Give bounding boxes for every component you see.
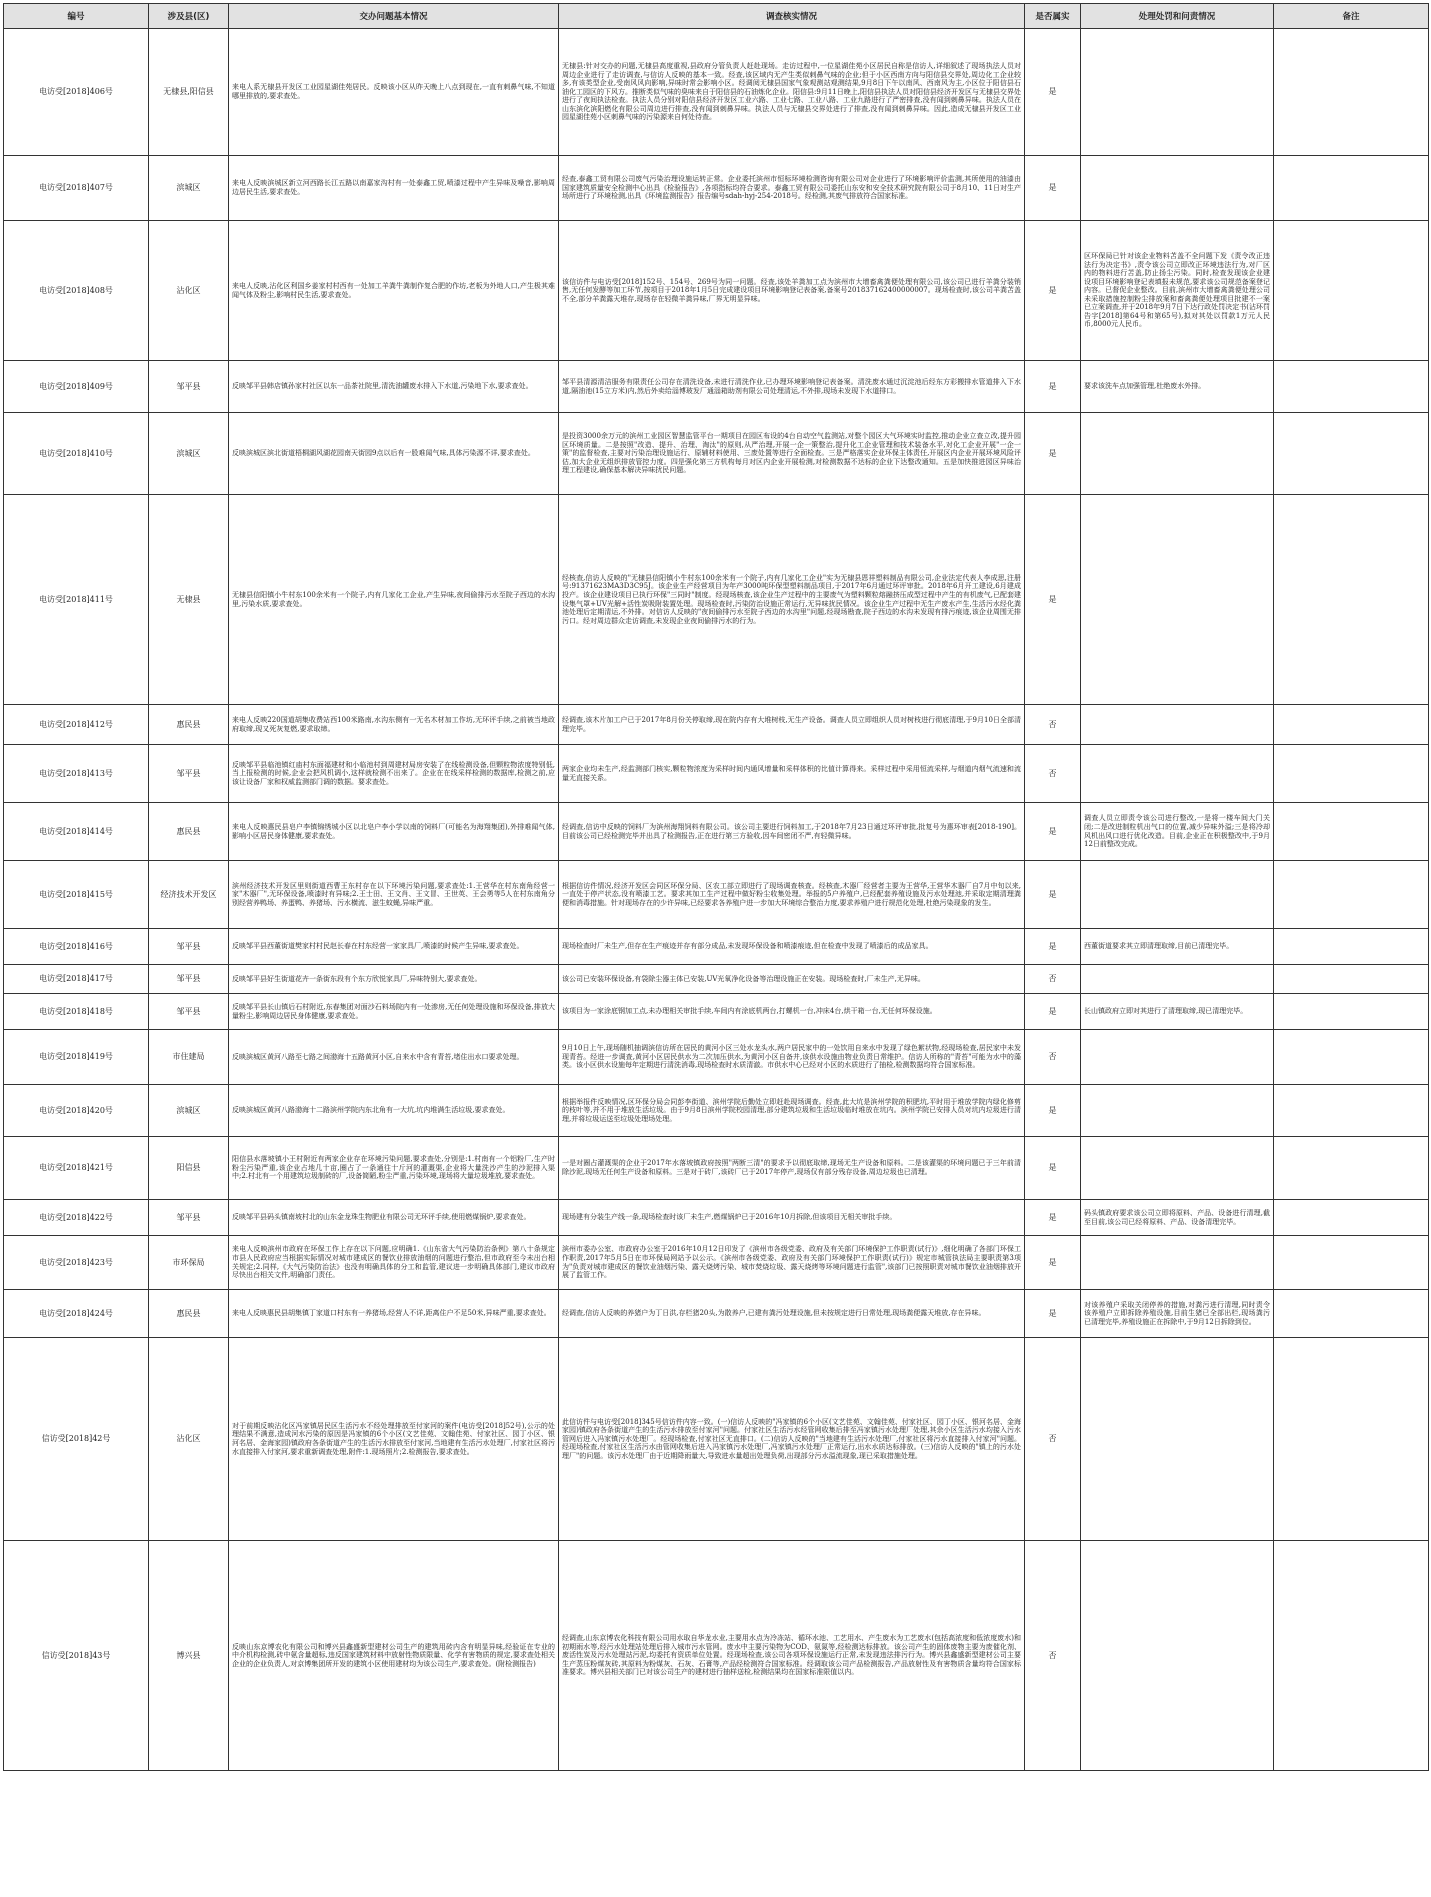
table-row bbox=[4, 495, 1429, 705]
row-investigation: 根据信访件情况,经济开发区会同区环保分局、区农工部立即进行了现场调查核查。经核查,木器厂经营者主要为王营华,王营华木器厂自7月中旬以来,一直处于停产状态,没有喷漆工艺。要求其加工生产过程中做好粉尘收集处理。举报的5户养殖户,已经配套养殖设施及污水处理池,并采取定期清理粪便和消毒措施。针对现场存在的少许异味,已经要求各养殖户进一步加大环境综合整治力度,要求养殖户进行规范化处理,杜绝污染现象的发生。 bbox=[559, 861, 1025, 929]
complaint-table bbox=[3, 3, 1429, 1771]
row-true-flag: 是 bbox=[1025, 1236, 1081, 1290]
row-problem: 反映邹平县西董街道樊家村村民赵长春在村东经营一家家具厂,喷漆的时候产生异味,要求查处。 bbox=[229, 929, 559, 965]
row-county: 滨城区 bbox=[149, 413, 229, 495]
row-problem: 来电人反映滨城区新立河西路长江五路以南嘉家沟村有一处泰鑫工贸,喷漆过程中产生异味及噪音,影响周边居民生活,要求查处。 bbox=[229, 156, 559, 221]
row-true-flag: 是 bbox=[1025, 29, 1081, 156]
row-investigation: 此信访件与电访受[2018]345号信访件内容一致。(一)信访人反映的"冯家镇的6个小区(文艺佳苑、文翰佳苑、付家社区、园丁小区、银河名居、金海家园)镇政府各条街道产生的生活污水排放至付家河"问题。付家社区生活污水经管网收集后排至冯家镇污水处理厂处理,其余小区生活污水均接入污水管网后进入冯家镇污水处理厂。经现场检查,付家社区无直排口。(二)信访人反映的"当地建有生活污水处理厂,付家社区将污水直接排入付家河"问题。经现场检查,付家社区生活污水由管网收集后进入冯家镇污水处理厂,冯家镇污水处理厂正常运行,出水水质达标排放。(三)信访人反映的"镇上的污水处理厂"的问题。该污水处理厂由于近期降雨量大,导致进水量超出处理负荷,出现部分污水溢流现象,现已采取措施处理。 bbox=[559, 1338, 1025, 1541]
header-true: 是否属实 bbox=[1025, 4, 1081, 29]
row-county: 市住建局 bbox=[149, 1030, 229, 1085]
row-id: 电访受[2018]418号 bbox=[4, 994, 149, 1030]
row-id: 电访受[2018]415号 bbox=[4, 861, 149, 929]
row-true-flag: 是 bbox=[1025, 803, 1081, 861]
row-investigation: 滨州市委办公室、市政府办公室于2016年10月12日印发了《滨州市各级党委、政府及有关部门环境保护工作职责(试行)》,细化明确了各部门环保工作职责,2017年5月5日在市环保局网站予以公示。《滨州市各级党委、政府及有关部门环境保护工作职责(试行)》规定市城管执法局主要职责第3项为"负责对城市建成区的餐饮业油烟污染、露天烧烤污染、城市焚烧垃圾、露天烧烤等环境问题进行监管",该部门已按照职责对城市餐饮业油烟排放开展了监管工作。 bbox=[559, 1236, 1025, 1290]
row-penalty bbox=[1081, 861, 1274, 929]
row-county: 惠民县 bbox=[149, 1290, 229, 1338]
table-row bbox=[4, 1137, 1429, 1200]
row-county: 邹平县 bbox=[149, 361, 229, 413]
row-id: 电访受[2018]417号 bbox=[4, 965, 149, 994]
row-remark bbox=[1274, 994, 1429, 1030]
row-county: 邹平县 bbox=[149, 1200, 229, 1236]
table-row bbox=[4, 994, 1429, 1030]
row-remark bbox=[1274, 1338, 1429, 1541]
row-remark bbox=[1274, 861, 1429, 929]
row-remark bbox=[1274, 705, 1429, 745]
row-county: 阳信县 bbox=[149, 1137, 229, 1200]
row-id: 电访受[2018]413号 bbox=[4, 745, 149, 803]
row-id: 电访受[2018]409号 bbox=[4, 361, 149, 413]
row-true-flag: 是 bbox=[1025, 361, 1081, 413]
row-true-flag: 是 bbox=[1025, 1290, 1081, 1338]
row-problem: 滨州经济技术开发区里则街道西曹王东村存在以下环境污染问题,要求查处:1.王营华在村东南角经营一家"木器厂",无环保设备,喷漆时有异味;2.王士田、王文肖、王文冒、王世英、王会勇等5人在村东南角分别经营养鸭场、养蛋鸭、养猪场、污水横流、滋生蚊蝇,异味严重。 bbox=[229, 861, 559, 929]
row-county: 沾化区 bbox=[149, 221, 229, 361]
table-row bbox=[4, 1290, 1429, 1338]
row-problem: 无棣县信阳镇小牛村东100余米有一个院子,内有几家化工企业,产生异味,夜间偷排污水至院子西边的水沟里,污染水质,要求查处。 bbox=[229, 495, 559, 705]
row-penalty bbox=[1081, 745, 1274, 803]
row-problem: 来电人系无棣县开发区工业园星湖佳苑居民。反映该小区从昨天晚上八点到现在,一直有刺鼻气味,不知道哪里排放的,要求查处。 bbox=[229, 29, 559, 156]
row-county: 滨城区 bbox=[149, 1085, 229, 1137]
row-problem: 反映邹平县长山镇后石村附近,东春集团对面沙石料场院内有一处渗房,无任何处理设施和环保设备,排放大量粉尘,影响周边居民身体健康,要求查处。 bbox=[229, 994, 559, 1030]
row-county: 邹平县 bbox=[149, 745, 229, 803]
row-county: 滨城区 bbox=[149, 156, 229, 221]
table-row bbox=[4, 156, 1429, 221]
table-row bbox=[4, 361, 1429, 413]
row-problem: 反映邹平县临池镇红庙村东面福建材和小临池村到周建材局房安装了在线检测设备,但颗粒物浓度特别低,当上报检测的时候,企业会把风机调小,这样就检测不出来了。企业在在线采样检测的数据库,检测之前,应该让设备厂家和权威监测部门调的数据。要求查处。 bbox=[229, 745, 559, 803]
row-id: 信访受[2018]42号 bbox=[4, 1338, 149, 1541]
table-row bbox=[4, 705, 1429, 745]
header-penalty: 处理处罚和问责情况 bbox=[1081, 4, 1274, 29]
row-true-flag: 是 bbox=[1025, 1200, 1081, 1236]
row-problem: 反映滨城区黄河八路至七路之间渤海十五路黄河小区,自来水中含有青苔,堵住出水口要求处理。 bbox=[229, 1030, 559, 1085]
header-remark: 备注 bbox=[1274, 4, 1429, 29]
row-penalty: 区环保局已针对该企业物料苫盖不全问题下发《责令改正违法行为决定书》,责令该公司立即改正环境违法行为,对厂区内的物料进行苫盖,防止扬尘污染。同时,检查发现该企业建设项目环境影响登记表填报未规范,要求该公司规范备案登记内容。已督促企业整改。目前,滨州市大增畜禽粪便处理公司未采取措施控制粉尘排放案和畜禽粪便处理项目批建不一案已立案调查,并于2018年9月7日下达行政处罚决定书(沾环罚告字[2018]第64号和第65号),拟对其处以罚款1万元人民币,8000元人民币。 bbox=[1081, 221, 1274, 361]
row-problem: 反映邹平县韩店镇孙家村社区以东一品茶社院里,清洗油罐废水排入下水道,污染地下水,要求查处。 bbox=[229, 361, 559, 413]
table-row bbox=[4, 929, 1429, 965]
row-remark bbox=[1274, 413, 1429, 495]
row-penalty: 长山镇政府立即对其进行了清理取缔,现已清理完毕。 bbox=[1081, 994, 1274, 1030]
row-penalty: 调查人员立即责令该公司进行整改,一是将一楼车间大门关闭;二是改进制粒机出气口的位置,减少异味外溢;三是将冷却风机出风口进行优化改造。目前,企业正在积极整改中,于9月12日前整改完成。 bbox=[1081, 803, 1274, 861]
row-id: 电访受[2018]412号 bbox=[4, 705, 149, 745]
row-county: 邹平县 bbox=[149, 965, 229, 994]
row-remark bbox=[1274, 1030, 1429, 1085]
row-penalty: 西董街道要求其立即清理取缔,目前已清理完毕。 bbox=[1081, 929, 1274, 965]
row-id: 电访受[2018]421号 bbox=[4, 1137, 149, 1200]
row-id: 电访受[2018]423号 bbox=[4, 1236, 149, 1290]
row-problem: 来电人反映惠民县皂户李镇锦绣城小区以北皂户李小学以南的饲料厂(可能名为海翔集团),外排难闻气体,影响小区居民身体健康,要求查处。 bbox=[229, 803, 559, 861]
row-problem: 反映邹平县码头镇南坡村北的山东金龙珠生物肥业有限公司无环评手续,使用燃煤锅炉,要求查处。 bbox=[229, 1200, 559, 1236]
row-remark bbox=[1274, 1085, 1429, 1137]
table-header-row bbox=[4, 4, 1429, 29]
row-investigation: 一是对圈占灌溉渠的企业于2017年水落坡镇政府按照"两断三清"的要求予以彻底取缔,现场无生产设备和原料。二是该灌渠的环境问题已于三年前清除沙泥,现场无任何生产设备和原料。三是对于砖厂,该砖厂已于2017年停产,现场仅有部分残存设备,周边垃圾也已清理。 bbox=[559, 1137, 1025, 1200]
row-remark bbox=[1274, 156, 1429, 221]
table-row bbox=[4, 1338, 1429, 1541]
row-true-flag: 否 bbox=[1025, 745, 1081, 803]
row-id: 电访受[2018]416号 bbox=[4, 929, 149, 965]
table-row bbox=[4, 413, 1429, 495]
row-investigation: 该公司已安装环保设备,有袋除尘器主体已安装,UV光氧净化设备等治理设施正在安装。现场检查时,厂未生产,无异味。 bbox=[559, 965, 1025, 994]
row-investigation: 现场检查时厂未生产,但存在生产痕迹并存有部分成品,未发现环保设备和喷漆痕迹,但在检查中发现了喷漆后的成品家具。 bbox=[559, 929, 1025, 965]
row-problem: 来电人反映,沾化区利国乡姜家村村西有一处加工羊粪牛粪制作复合肥的作坊,老板为外地人口,产生极其难闻气体及粉尘,影响村民生活,要求查处。 bbox=[229, 221, 559, 361]
row-remark bbox=[1274, 1200, 1429, 1236]
row-true-flag: 是 bbox=[1025, 495, 1081, 705]
row-investigation: 是投资3000余万元的滨州工业园区智慧监管平台一期项目在园区布设的4台自动空气监测站,对整个园区大气环境实时监控,推动企业立查立改,提升园区环境质量。二是按照"改造、提升、治理、淘汰"的原则,从严治理,开展一企一策整治,提升化工企业管理和技术装备水平,对化工企业开展"一企一策"的监督检查,主要对污染治理设施运行、原辅材料使用、三废处置等进行全面检查。三是严格落实企业环保主体责任,开展区内企业开展环境风险评估,加大企业无组织排放管控力度。四是强化第三方机构每月对区内企业开展检测,对检测数据不达标的企业下达整改通知。五是加快推进园区异味治理工程建设,确保基本解决异味扰民问题。 bbox=[559, 413, 1025, 495]
row-county: 博兴县 bbox=[149, 1541, 229, 1771]
row-true-flag: 是 bbox=[1025, 156, 1081, 221]
row-id: 电访受[2018]414号 bbox=[4, 803, 149, 861]
row-remark bbox=[1274, 1290, 1429, 1338]
row-true-flag: 是 bbox=[1025, 994, 1081, 1030]
header-county: 涉及县(区) bbox=[149, 4, 229, 29]
row-problem: 阳信县水落坡镇小王村附近有两家企业存在环境污染问题,要求查处,分别是:1.村南有一个铝粉厂,生产时粉尘污染严重,该企业占地几十亩,圈占了一条通往十斤河的灌溉渠,企业将大量洗沙产生的沙泥排入渠中;2.村北有一个用建筑垃圾制砖的厂,设备简陋,粉尘严重,污染环境,现场将大量垃圾堆放,要求查处。 bbox=[229, 1137, 559, 1200]
row-true-flag: 是 bbox=[1025, 221, 1081, 361]
row-id: 电访受[2018]422号 bbox=[4, 1200, 149, 1236]
row-true-flag: 否 bbox=[1025, 705, 1081, 745]
row-county: 无棣县 bbox=[149, 495, 229, 705]
row-penalty bbox=[1081, 1030, 1274, 1085]
row-investigation: 该项目为一家涂底钢加工点,未办理相关审批手续,车间内有涂底机两台,打螺机一台,冲床4台,烘干箱一台,无任何环保设施。 bbox=[559, 994, 1025, 1030]
row-penalty bbox=[1081, 495, 1274, 705]
row-penalty bbox=[1081, 1541, 1274, 1771]
row-remark bbox=[1274, 1236, 1429, 1290]
row-id: 电访受[2018]424号 bbox=[4, 1290, 149, 1338]
row-investigation: 经调查,山东京博农化科技有限公司用水取自华龙水业,主要用水点为冷冻站、循环水池、工艺用水、产生废水为工艺废水(包括高浓度和低浓度废水)和初期雨水等,经污水处理站处理后排入城市污水管网。废水中主要污染物为COD、氨氮等,经检测达标排放。该公司产生的固体废物主要为废催化剂、废活性炭及污水处理站污泥,均委托有资质单位处置。经现场检查,该公司各项环保设施运行正常,未发现违法排污行为。博兴县鑫盛新型建材公司主要生产蒸压粉煤灰砖,其原料为粉煤灰、石灰、石膏等,产品经检测符合国家标准。经调取该公司产品检测报告,产品放射性及有害物质含量均符合国家标准要求。博兴县相关部门已对该公司生产的建材进行抽样送检,检测结果均在国家标准限值以内。 bbox=[559, 1541, 1025, 1771]
row-problem: 来电人反映惠民县胡集镇丁家道口村东有一养猪场,经营人不详,距离住户不足50米,异味严重,要求查处。 bbox=[229, 1290, 559, 1338]
row-investigation: 经调查,信访人反映的养猪户为丁日洪,存栏猪20头,为散养户,已建有粪污处理设施,但未按规定进行日常处理,现场粪便露天堆放,存在异味。 bbox=[559, 1290, 1025, 1338]
row-penalty: 对该养殖户采取关闭停养的措施,对粪污进行清理,同时责令该养殖户立即拆除养殖设施,目前生猪已全部出栏,现场粪污已清理完毕,养殖设施正在拆除中,于9月12日拆除到位。 bbox=[1081, 1290, 1274, 1338]
table-row bbox=[4, 745, 1429, 803]
header-problem: 交办问题基本情况 bbox=[229, 4, 559, 29]
table-row bbox=[4, 803, 1429, 861]
row-problem: 来电人反映220国道胡集收费站西100米路南,水沟东侧有一无名木材加工作坊,无环评手续,之前被当地政府取缔,现又死灰复燃,要求取缔。 bbox=[229, 705, 559, 745]
row-penalty bbox=[1081, 965, 1274, 994]
row-id: 电访受[2018]408号 bbox=[4, 221, 149, 361]
row-county: 沾化区 bbox=[149, 1338, 229, 1541]
row-remark bbox=[1274, 361, 1429, 413]
row-investigation: 经调查,该木片加工户已于2017年8月份关停取缔,现在院内存有大堆树枝,无生产设备。调查人员立即组织人员对树枝进行彻底清理,于9月10日全部清理完毕。 bbox=[559, 705, 1025, 745]
row-id: 电访受[2018]419号 bbox=[4, 1030, 149, 1085]
row-id: 电访受[2018]420号 bbox=[4, 1085, 149, 1137]
row-remark bbox=[1274, 929, 1429, 965]
row-id: 电访受[2018]411号 bbox=[4, 495, 149, 705]
row-remark bbox=[1274, 495, 1429, 705]
table-row bbox=[4, 861, 1429, 929]
row-penalty bbox=[1081, 29, 1274, 156]
row-county: 惠民县 bbox=[149, 803, 229, 861]
row-true-flag: 是 bbox=[1025, 1085, 1081, 1137]
row-true-flag: 否 bbox=[1025, 965, 1081, 994]
table-row bbox=[4, 1030, 1429, 1085]
row-true-flag: 是 bbox=[1025, 413, 1081, 495]
row-investigation: 9月10日上午,现场随机抽调滨信访所在居民的黄河小区三处水龙头水,两户居民家中的一处饮用自来水中发现了绿色絮状物,经现场检查,居民家中未发现青苔。经进一步调查,黄河小区居民供水为二次加压供水,为黄河小区自备井,该供水设施由物业负责日常维护。信访人所称的"青苔"可能为水中的藻类。该小区供水设施每年定期进行清洗消毒,现场检查时水质清澈。市供水中心已经对小区的水质进行了抽检,检测数据均符合国家标准。 bbox=[559, 1030, 1025, 1085]
row-remark bbox=[1274, 1541, 1429, 1771]
row-county: 市环保局 bbox=[149, 1236, 229, 1290]
row-id: 电访受[2018]406号 bbox=[4, 29, 149, 156]
row-problem: 来电人反映滨州市政府在环保工作上存在以下问题,应明确1.《山东省大气污染防治条例》第八十条规定市县人民政府应当根据实际情况对城市建成区的餐饮业排放油烟的问题进行整治,但市政府至今未出台相关规定;2.同样,《大气污染防治法》也没有明确具体的分工和监管,建议进一步明确具体部门,建议市政府尽快出台相关文件,明确部门责任。 bbox=[229, 1236, 559, 1290]
row-true-flag: 否 bbox=[1025, 1338, 1081, 1541]
table-row bbox=[4, 1541, 1429, 1771]
row-investigation: 现场建有分装生产线一条,现场检查时该厂未生产,燃煤锅炉已于2016年10月拆除,但该项目无相关审批手续。 bbox=[559, 1200, 1025, 1236]
row-true-flag: 是 bbox=[1025, 861, 1081, 929]
table-row bbox=[4, 29, 1429, 156]
table-row bbox=[4, 965, 1429, 994]
row-county: 邹平县 bbox=[149, 994, 229, 1030]
row-county: 无棣县,阳信县 bbox=[149, 29, 229, 156]
header-id: 编号 bbox=[4, 4, 149, 29]
row-investigation: 经查,泰鑫工贸有限公司废气污染治理设施运转正常。企业委托滨州市恒标环境检测咨询有限公司对企业进行了环境影响评价监测,其所使用的油漆由国家建筑质量安全检测中心出具《检验报告》,各项指标均符合要求。泰鑫工贸有限公司委托山东安和安全技术研究院有限公司于8月10、11日对生产场所进行了环境检测,出具《环境监测报告》报告编号sdah-hyj-254-2018号。经检测,其废气排放符合国家标准。 bbox=[559, 156, 1025, 221]
row-remark bbox=[1274, 803, 1429, 861]
row-penalty: 要求该洗车点加强管理,杜绝废水外排。 bbox=[1081, 361, 1274, 413]
row-penalty: 码头镇政府要求该公司立即将原料、产品、设备进行清理,截至目前,该公司已经将原料、产品、设备清理完毕。 bbox=[1081, 1200, 1274, 1236]
table-row bbox=[4, 1085, 1429, 1137]
table-row bbox=[4, 1200, 1429, 1236]
row-investigation: 无棣县:针对交办的问题,无棣县高度重视,县政府分管负责人赶赴现场。走访过程中,一位星湖佳苑小区居民自称是信访人,详细叙述了现场执法人员对周边企业进行了走访调查,与信访人反映的基本一致。经查,该区域内无产生类似刺鼻气味的企业;但于小区西南方向与阳信县交界处,周边化工企业较多,有该类型企业,受南风风向影响,异味时常会影响小区。经调阅无棣县国家气象观测站观测结果,9月8日下午以南风、西南风为主,小区位于阳信县石油化工园区的下风方。推断类似气味的臭味来自于阳信县的石油炼化企业。阳信县:9月11日晚上,阳信县执法人员对阳信县经济开发区与无棣县交界处进行了夜间执法检查。执法人员分别对阳信县经济开发区工业六路、工业七路、工业八路、工业九路进行了严密排查,没有闻到刺鼻异味。执法人员在山东滨化滨阳燃化有限公司周边进行排查,没有闻到刺鼻异味。执法人员与无棣县交界处进行了排查,没有闻到刺鼻异味。因此,造成无棣县开发区工业园星湖佳苑小区刺鼻气味的污染源来自何处待查。 bbox=[559, 29, 1025, 156]
row-remark bbox=[1274, 965, 1429, 994]
row-penalty bbox=[1081, 1085, 1274, 1137]
row-penalty bbox=[1081, 705, 1274, 745]
row-id: 信访受[2018]43号 bbox=[4, 1541, 149, 1771]
row-id: 电访受[2018]410号 bbox=[4, 413, 149, 495]
row-investigation: 根据举报件反映情况,区环保分局会同彭李街道、滨州学院后勤处立即赶赴现场调查。经查,此大坑是滨州学院的积肥坑,平时用于堆放学院内绿化修剪的枝叶等,并不用于堆放生活垃圾。由于9月8日滨州学院校园清理,部分建筑垃圾和生活垃圾临时堆放在坑内。滨州学院已安排人员对坑内垃圾进行清理,并将垃圾运送至垃圾处理场处理。 bbox=[559, 1085, 1025, 1137]
row-problem: 反映滨城区黄河八路渤海十二路滨州学院内东北角有一大坑,坑内堆满生活垃圾,要求查处。 bbox=[229, 1085, 559, 1137]
row-remark bbox=[1274, 221, 1429, 361]
row-county: 经济技术开发区 bbox=[149, 861, 229, 929]
table-row bbox=[4, 1236, 1429, 1290]
row-problem: 反映山东京博农化有限公司和博兴县鑫盛新型建材公司生产的建筑用砖内含有明显异味,经验证在专业的中介机构检测,砖中氨含量超标,违反国家建筑材料中放射性物质限量、化学有害物质的规定,要求查处相关企业的企业负责人,对京博集团所开发的建筑小区使用建材均为该公司生产,要求查处。(附检测报告) bbox=[229, 1541, 559, 1771]
row-true-flag: 否 bbox=[1025, 1030, 1081, 1085]
row-id: 电访受[2018]407号 bbox=[4, 156, 149, 221]
row-investigation: 经核查,信访人反映的"无棣县信阳镇小牛村东100余米有一个院子,内有几家化工企业"实为无棣县恩祥塑料制品有限公司,企业法定代表人李成思,注册号:91371623MA3D3C95J。该企业生产经营项目为年产3000吨环保型塑料制品项目,于2017年6月通过环评审批。2018年6月开工建设,6月建成投产。该企业建设项目已执行环保"三同时"制度。经现场核查,该企业生产过程中的主要废气为塑料颗粒熔融挤压成型过程中产生的有机废气,已配套建设集气罩+UV光解+活性炭吸附装置处理。现场检查时,污染防治设施正常运行,无异味扰民情况。该企业生产过程中无生产废水产生,生活污水经化粪池处理后定期清运,不外排。对信访人反映的"夜间偷排污水至院子西边的水沟里"问题,经现场勘查,院子西边的水沟未发现有排污痕迹,该企业周围无排污口。经对周边群众走访调查,未发现企业夜间偷排污水的行为。 bbox=[559, 495, 1025, 705]
row-problem: 反映邹平县好生街道花卉一条街东段有个东方欣悦家具厂,异味特别大,要求查处。 bbox=[229, 965, 559, 994]
row-investigation: 经调查,信访中反映的饲料厂为滨州海翔饲料有限公司。该公司主要进行饲料加工,于2018年7月23日通过环评审批,批复号为惠环审表[2018-190]。目前该公司已经检测完毕并出具了检测报告,正在进行第三方验收,因车间密闭不严,有轻微异味。 bbox=[559, 803, 1025, 861]
row-true-flag: 否 bbox=[1025, 1541, 1081, 1771]
row-county: 惠民县 bbox=[149, 705, 229, 745]
row-penalty bbox=[1081, 413, 1274, 495]
row-true-flag: 是 bbox=[1025, 1137, 1081, 1200]
row-penalty bbox=[1081, 1236, 1274, 1290]
table-row bbox=[4, 221, 1429, 361]
row-penalty bbox=[1081, 156, 1274, 221]
row-county: 邹平县 bbox=[149, 929, 229, 965]
row-remark bbox=[1274, 29, 1429, 156]
row-problem: 对于前期反映沾化区冯家镇居民区生活污水不经处理排放至付家河的案件(电访受[2018]52号),公示的处理结果不满意,造成河水污染的原因是冯家镇的6个小区(文艺佳苑、文翰佳苑、付家社区、园丁小区、银河名居、金海家园)镇政府各条街道产生的生活污水排放至付家河,当地建有生活污水处理厂,付家社区将污水直接排入付家河,要求重新调查处理,附件:1.现场照片;2.检测报告,要求查处。 bbox=[229, 1338, 559, 1541]
row-investigation: 邹平县清源清洁服务有限责任公司存在清洗设备,未进行清洗作业,已办理环境影响登记表备案。清洗废水通过沉淀池后经东方彩搬排水管道排入下水道,隔油池(15立方米)内,然后外卖给淄博玻发厂通淄箱助剂有限公司处理清运,不外排,现场未发现下水道排口。 bbox=[559, 361, 1025, 413]
row-remark bbox=[1274, 1137, 1429, 1200]
row-investigation: 该信访件与电访受[2018]152号、154号、269号为同一问题。经查,该处羊粪加工点为滨州市大增畜禽粪便处理有限公司,该公司已进行羊粪分装销售,无任何发酵等加工环节,按项目于2018年1月5日完成建设项目环境影响登记表备案,备案号201837162400000007。现场检查时,该公司羊粪苫盖不全,部分羊粪露天堆存,现场存在轻微羊粪异味,厂界无明显异味。 bbox=[559, 221, 1025, 361]
row-remark bbox=[1274, 745, 1429, 803]
row-problem: 反映滨城区滨北街道梧桐湖风湖花园南天街园9点以后有一股难闻气味,具体污染源不详,要求查处。 bbox=[229, 413, 559, 495]
row-true-flag: 是 bbox=[1025, 929, 1081, 965]
row-investigation: 两家企业均未生产,经监测部门核实,颗粒物浓度为采样时间内通风增量和采样体积的比值计算得来。采样过程中采用恒流采样,与烟道内烟气流速和流量无直接关系。 bbox=[559, 745, 1025, 803]
header-investigation: 调查核实情况 bbox=[559, 4, 1025, 29]
row-penalty bbox=[1081, 1137, 1274, 1200]
row-penalty bbox=[1081, 1338, 1274, 1541]
